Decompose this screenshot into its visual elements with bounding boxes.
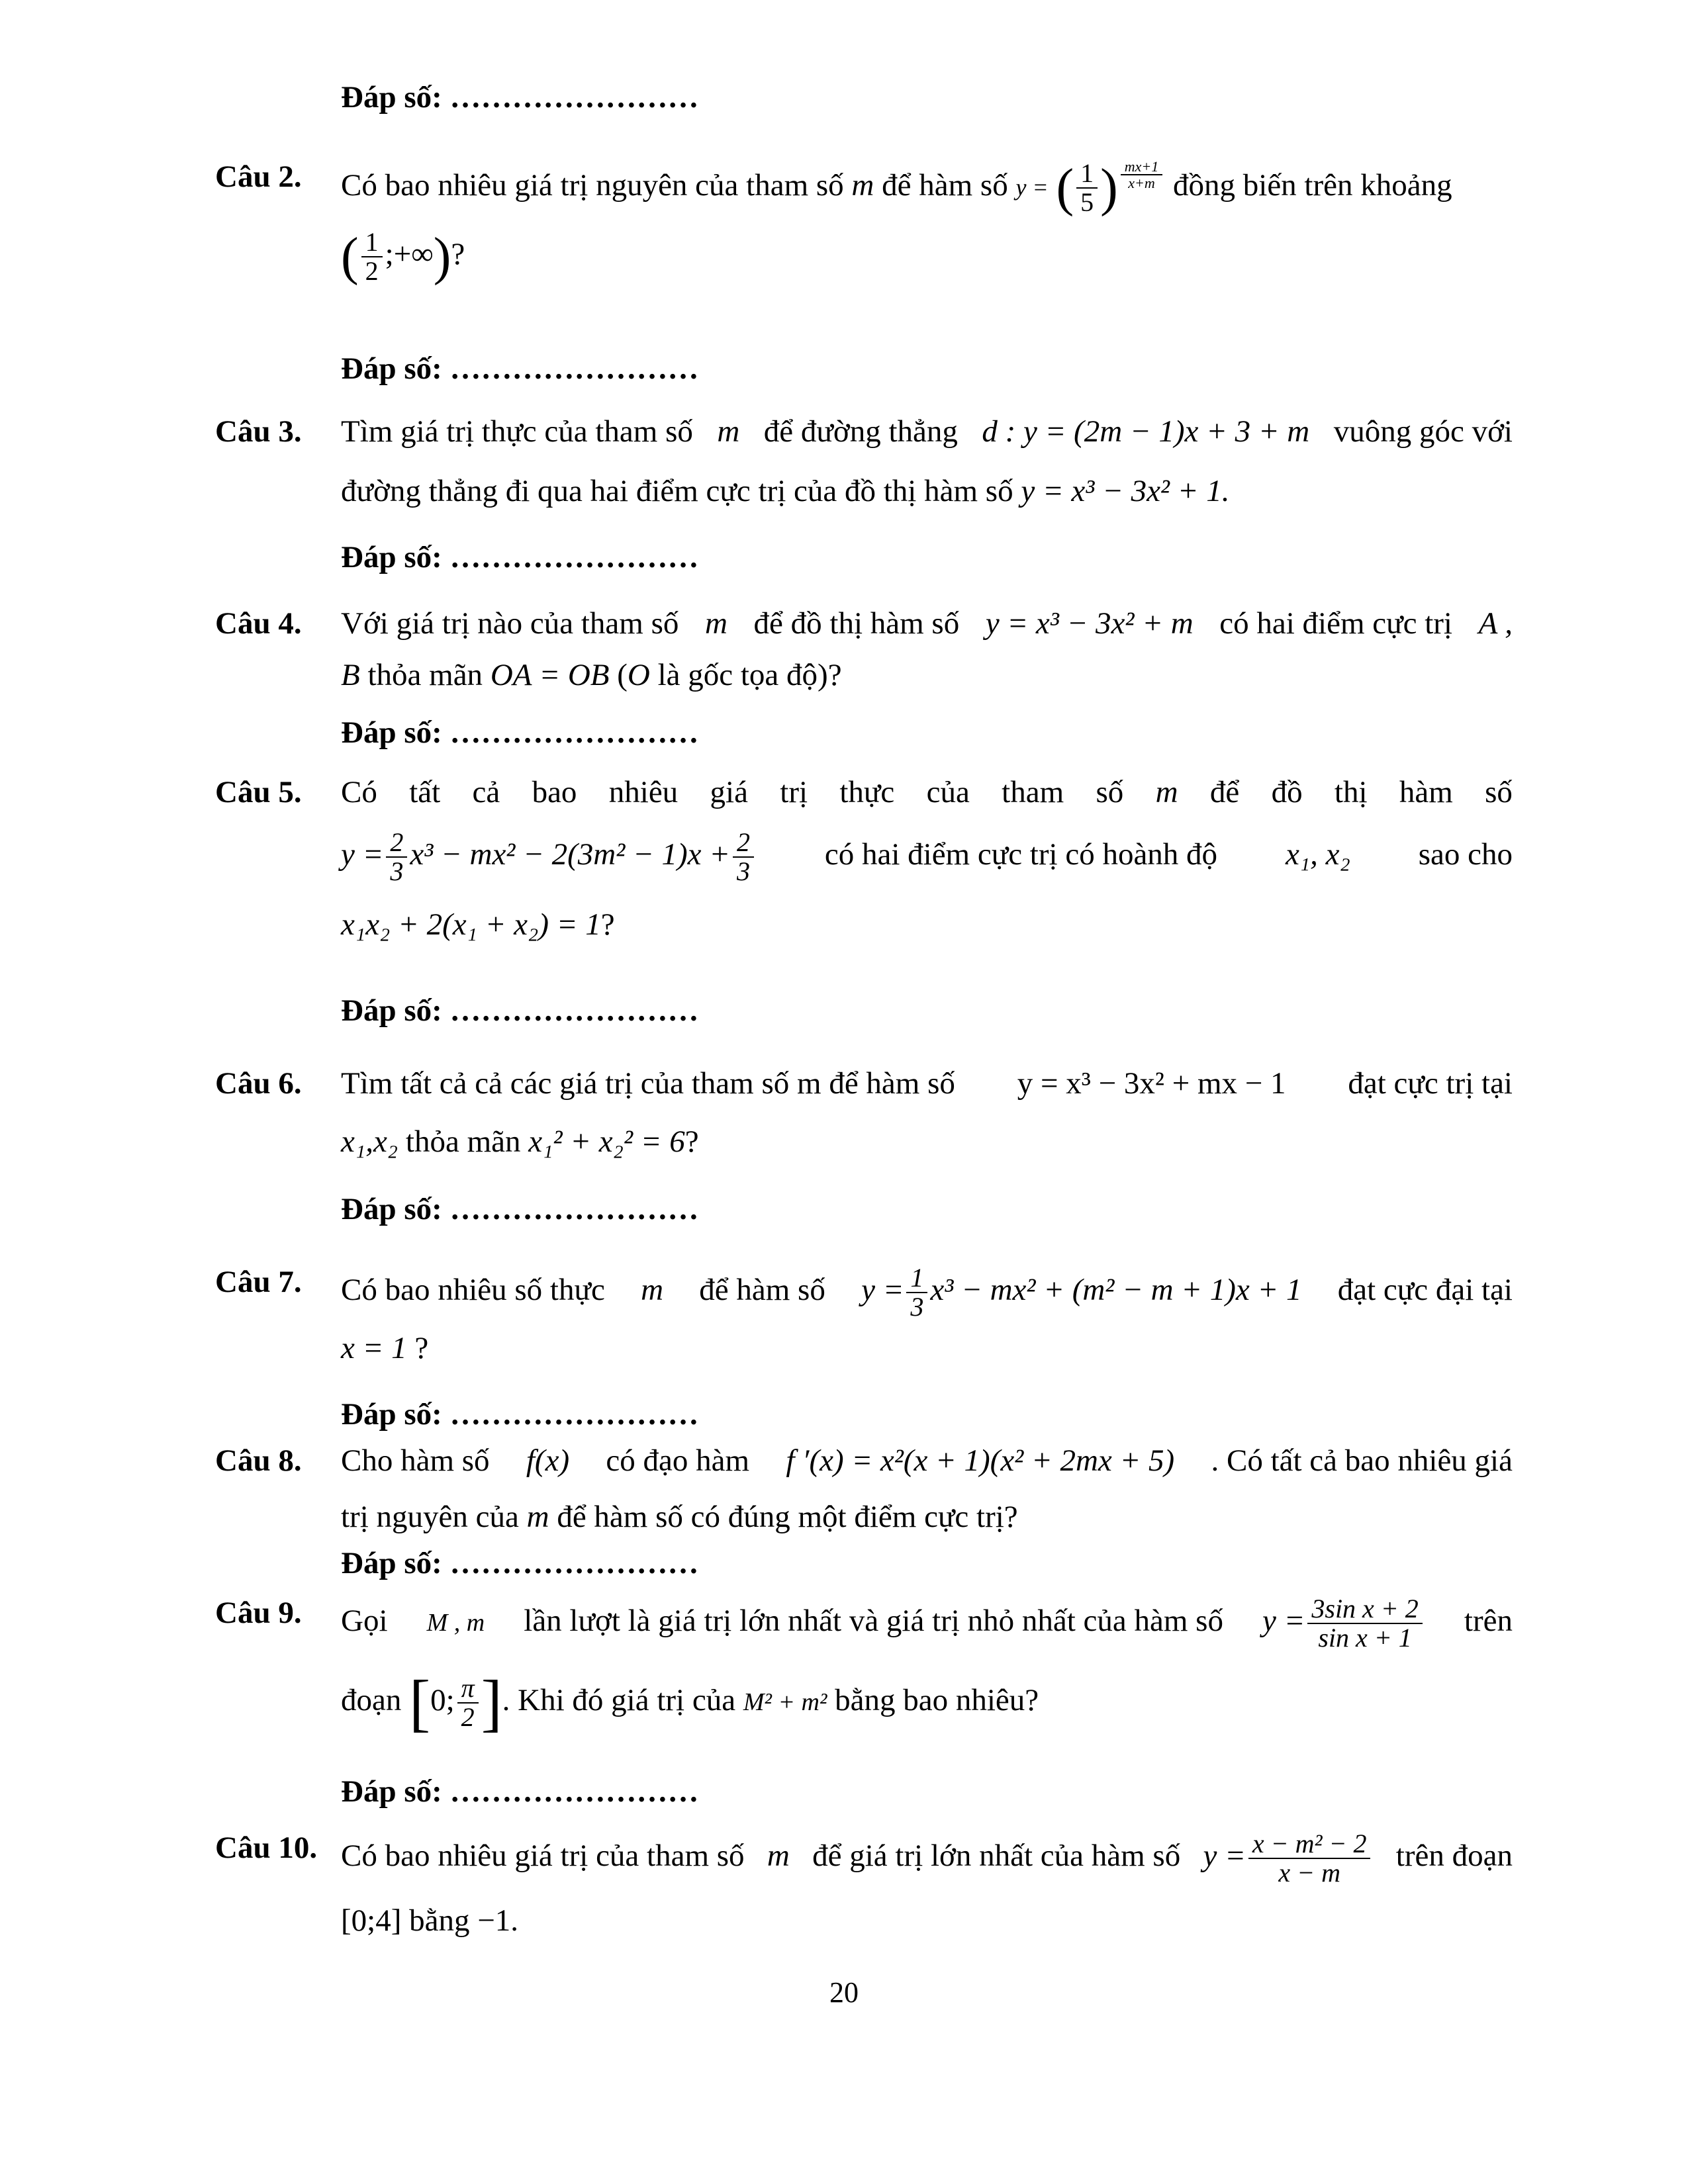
page-number: 20: [829, 1976, 859, 2009]
exponent-fraction: [1121, 159, 1163, 191]
question-mark: ?: [600, 907, 615, 942]
math-part: x³ − mx² − 2(3m² − 1)x +: [410, 837, 730, 872]
question-text: . Khi đó giá trị của: [502, 1682, 736, 1717]
question-word: giá: [710, 775, 748, 809]
math-expr: x₁² + x₂² = 6: [528, 1124, 685, 1159]
question-text: để giá trị lớn nhất của hàm số: [812, 1838, 1181, 1873]
question-word: đồ: [1271, 775, 1303, 809]
question-text: Tìm tất cả cả các giá trị của tham số m để hàm số: [341, 1066, 955, 1101]
math-expr: f ′(x) = x²(x + 1)(x² + 2mx + 5): [786, 1443, 1175, 1478]
question-mark: ?: [451, 236, 465, 271]
frac-den: 5: [1080, 187, 1094, 218]
question-label: Câu 3.: [215, 414, 302, 449]
question-text: sao cho: [1418, 837, 1513, 872]
question-word: bao: [532, 775, 577, 809]
fraction: [457, 1674, 479, 1731]
question-text: trên: [1464, 1603, 1513, 1638]
frac-num: x − m² − 2: [1248, 1830, 1371, 1859]
question-text: trị nguyên của: [341, 1500, 519, 1534]
question-word: trị: [780, 775, 808, 809]
question-text: . Có tất cả bao nhiêu giá: [1211, 1443, 1513, 1478]
question-mark: ?: [414, 1331, 429, 1365]
answer-line: Đáp số: ……………………: [341, 1397, 699, 1432]
bracket-open: [: [409, 1667, 431, 1738]
math-var: B: [341, 658, 360, 692]
frac-den: x − m: [1278, 1858, 1340, 1888]
answer-line-top: Đáp số: ……………………: [341, 80, 699, 114]
question-label: Câu 8.: [215, 1443, 302, 1478]
math-expr: ;+∞: [385, 236, 434, 271]
paren-close: ): [433, 228, 451, 286]
fraction: [1248, 1830, 1371, 1887]
question-text: đường thẳng đi qua hai điểm cực trị của đồ thị hàm số: [341, 474, 1013, 508]
math-var: m: [526, 1500, 549, 1534]
math-expr: x₁,x₂: [341, 1124, 399, 1159]
frac-num: 1: [361, 228, 383, 257]
question-text: là gốc tọa độ)?: [657, 658, 842, 692]
question-text: có đạo hàm: [606, 1443, 750, 1478]
math-expr: d : y = (2m − 1)x + 3 + m: [982, 414, 1310, 449]
frac-num: 3sin x + 2: [1307, 1595, 1422, 1624]
math-expr: y =: [1015, 174, 1049, 201]
math-expr: x = 1: [341, 1331, 407, 1365]
math-var: O: [627, 658, 650, 692]
paren-open: (: [1056, 159, 1074, 218]
math-var: m: [717, 414, 740, 449]
math-expr: −1.: [477, 1903, 519, 1938]
question-text: đồng biến trên khoảng: [1173, 168, 1452, 203]
frac-den: 3: [910, 1292, 924, 1322]
answer-line: Đáp số: ……………………: [341, 1546, 699, 1580]
math-var: A ,: [1478, 606, 1513, 641]
question-text: để hàm số: [699, 1272, 825, 1307]
frac-num: 2: [733, 829, 754, 858]
question-text: vuông góc với: [1333, 414, 1513, 449]
math-var: m: [641, 1272, 664, 1307]
question-mark: ?: [684, 1124, 699, 1159]
question-text: có hai điểm cực trị có hoành độ: [824, 837, 1218, 872]
frac-num: mx+1: [1121, 159, 1163, 175]
fraction: [361, 228, 383, 285]
question-word: thực: [839, 775, 895, 809]
question-label: Câu 7.: [215, 1265, 302, 1299]
math-part: 0;: [430, 1682, 455, 1717]
math-part: x³ − mx² + (m² − m + 1)x + 1: [930, 1272, 1302, 1307]
question-text: đoạn: [341, 1682, 402, 1717]
question-label: Câu 9.: [215, 1596, 302, 1630]
math-part: y =: [1203, 1838, 1246, 1873]
question-word: tất: [409, 775, 441, 809]
question-text: bằng: [409, 1903, 470, 1938]
question-text: đạt cực đại tại: [1337, 1272, 1513, 1307]
fraction: [386, 829, 407, 886]
answer-line: Đáp số: ……………………: [341, 1192, 699, 1226]
question-text: Có bao nhiêu giá trị của tham số: [341, 1838, 745, 1873]
question-text: để hàm số có đúng một điểm cực trị?: [557, 1500, 1018, 1534]
question-text: Tìm giá trị thực của tham số: [341, 414, 693, 449]
question-text: bằng bao nhiêu?: [835, 1682, 1039, 1717]
question-word: thị: [1334, 775, 1368, 809]
question-text: Cho hàm số: [341, 1443, 490, 1478]
question-text: để hàm số: [882, 168, 1008, 203]
frac-den: 2: [365, 256, 379, 286]
fraction: [1076, 159, 1098, 216]
math-part: y =: [341, 837, 384, 872]
answer-line: Đáp số: ……………………: [341, 993, 699, 1028]
question-text: để đường thẳng: [763, 414, 958, 449]
frac-den: 3: [390, 856, 404, 886]
question-word: số: [1485, 775, 1513, 809]
question-text: trên đoạn: [1395, 1838, 1513, 1873]
bracket-close: ]: [481, 1667, 502, 1738]
answer-line: Đáp số: ……………………: [341, 351, 699, 386]
question-text: Có bao nhiêu số thực: [341, 1272, 605, 1307]
math-expr: [341, 829, 757, 886]
math-expr: x₁, x₂: [1285, 837, 1350, 872]
frac-den: sin x + 1: [1318, 1623, 1412, 1653]
question-word: tham: [1002, 775, 1064, 809]
answer-line: Đáp số: ……………………: [341, 1774, 699, 1809]
question-label: Câu 6.: [215, 1066, 302, 1101]
question-text: để đồ thị hàm số: [753, 606, 960, 641]
math-expr: M² + m²: [743, 1688, 827, 1716]
question-text: (: [617, 658, 628, 692]
math-var: m: [767, 1838, 790, 1873]
question-text: thỏa mãn: [405, 1124, 521, 1159]
math-expr: f(x): [526, 1443, 570, 1478]
fraction: [733, 829, 754, 886]
fraction: [1307, 1595, 1422, 1652]
question-word: của: [926, 775, 970, 809]
question-word: nhiêu: [608, 775, 679, 809]
math-part: y =: [1262, 1603, 1305, 1638]
question-text: Có bao nhiêu giá trị nguyên của tham số: [341, 168, 844, 203]
answer-line: Đáp số: ……………………: [341, 715, 699, 750]
paren-open: (: [341, 228, 359, 286]
frac-den: x+m: [1128, 175, 1155, 192]
question-word: Có: [341, 775, 377, 809]
frac-num: 1: [1076, 159, 1098, 189]
question-word: hàm: [1399, 775, 1453, 809]
math-part: y =: [861, 1272, 904, 1307]
question-word: cả: [472, 775, 500, 809]
frac-den: 3: [736, 856, 750, 886]
frac-num: 2: [386, 829, 407, 858]
math-expr: M , m: [426, 1608, 485, 1637]
question-label: Câu 2.: [215, 159, 302, 194]
math-expr: [1262, 1595, 1425, 1652]
math-expr: y = x³ − 3x² + 1.: [1021, 474, 1230, 508]
question-label: Câu 5.: [215, 775, 302, 809]
math-expr: y = x³ − 3x² + mx − 1: [1017, 1066, 1286, 1101]
question-text: thỏa mãn: [367, 658, 483, 692]
math-expr: y = x³ − 3x² + m: [985, 606, 1194, 641]
frac-num: π: [457, 1674, 479, 1704]
math-var: m: [1155, 775, 1178, 809]
math-expr: [1203, 1830, 1374, 1887]
question-label: Câu 10.: [215, 1831, 318, 1865]
question-text: có hai điểm cực trị: [1219, 606, 1452, 641]
answer-line: Đáp số: ……………………: [341, 540, 699, 574]
question-text: Với giá trị nào của tham số: [341, 606, 679, 641]
math-expr: x₁x₂ + 2(x₁ + x₂) = 1: [341, 907, 601, 942]
math-expr: [0;4]: [341, 1903, 402, 1938]
question-text: lần lượt là giá trị lớn nhất và giá trị nhỏ nhất của hàm số: [524, 1603, 1223, 1638]
question-text: đạt cực trị tại: [1348, 1066, 1513, 1101]
question-text: Gọi: [341, 1603, 388, 1638]
math-expr: OA = OB: [490, 658, 610, 692]
frac-num: 1: [906, 1264, 927, 1293]
question-word: số: [1096, 775, 1124, 809]
math-var: m: [851, 168, 874, 203]
question-label: Câu 4.: [215, 606, 302, 641]
math-expr: [861, 1264, 1301, 1321]
math-var: m: [704, 606, 727, 641]
question-word: để: [1209, 775, 1240, 809]
fraction: [906, 1264, 927, 1321]
paren-close: ): [1100, 159, 1118, 218]
frac-den: 2: [461, 1702, 475, 1732]
